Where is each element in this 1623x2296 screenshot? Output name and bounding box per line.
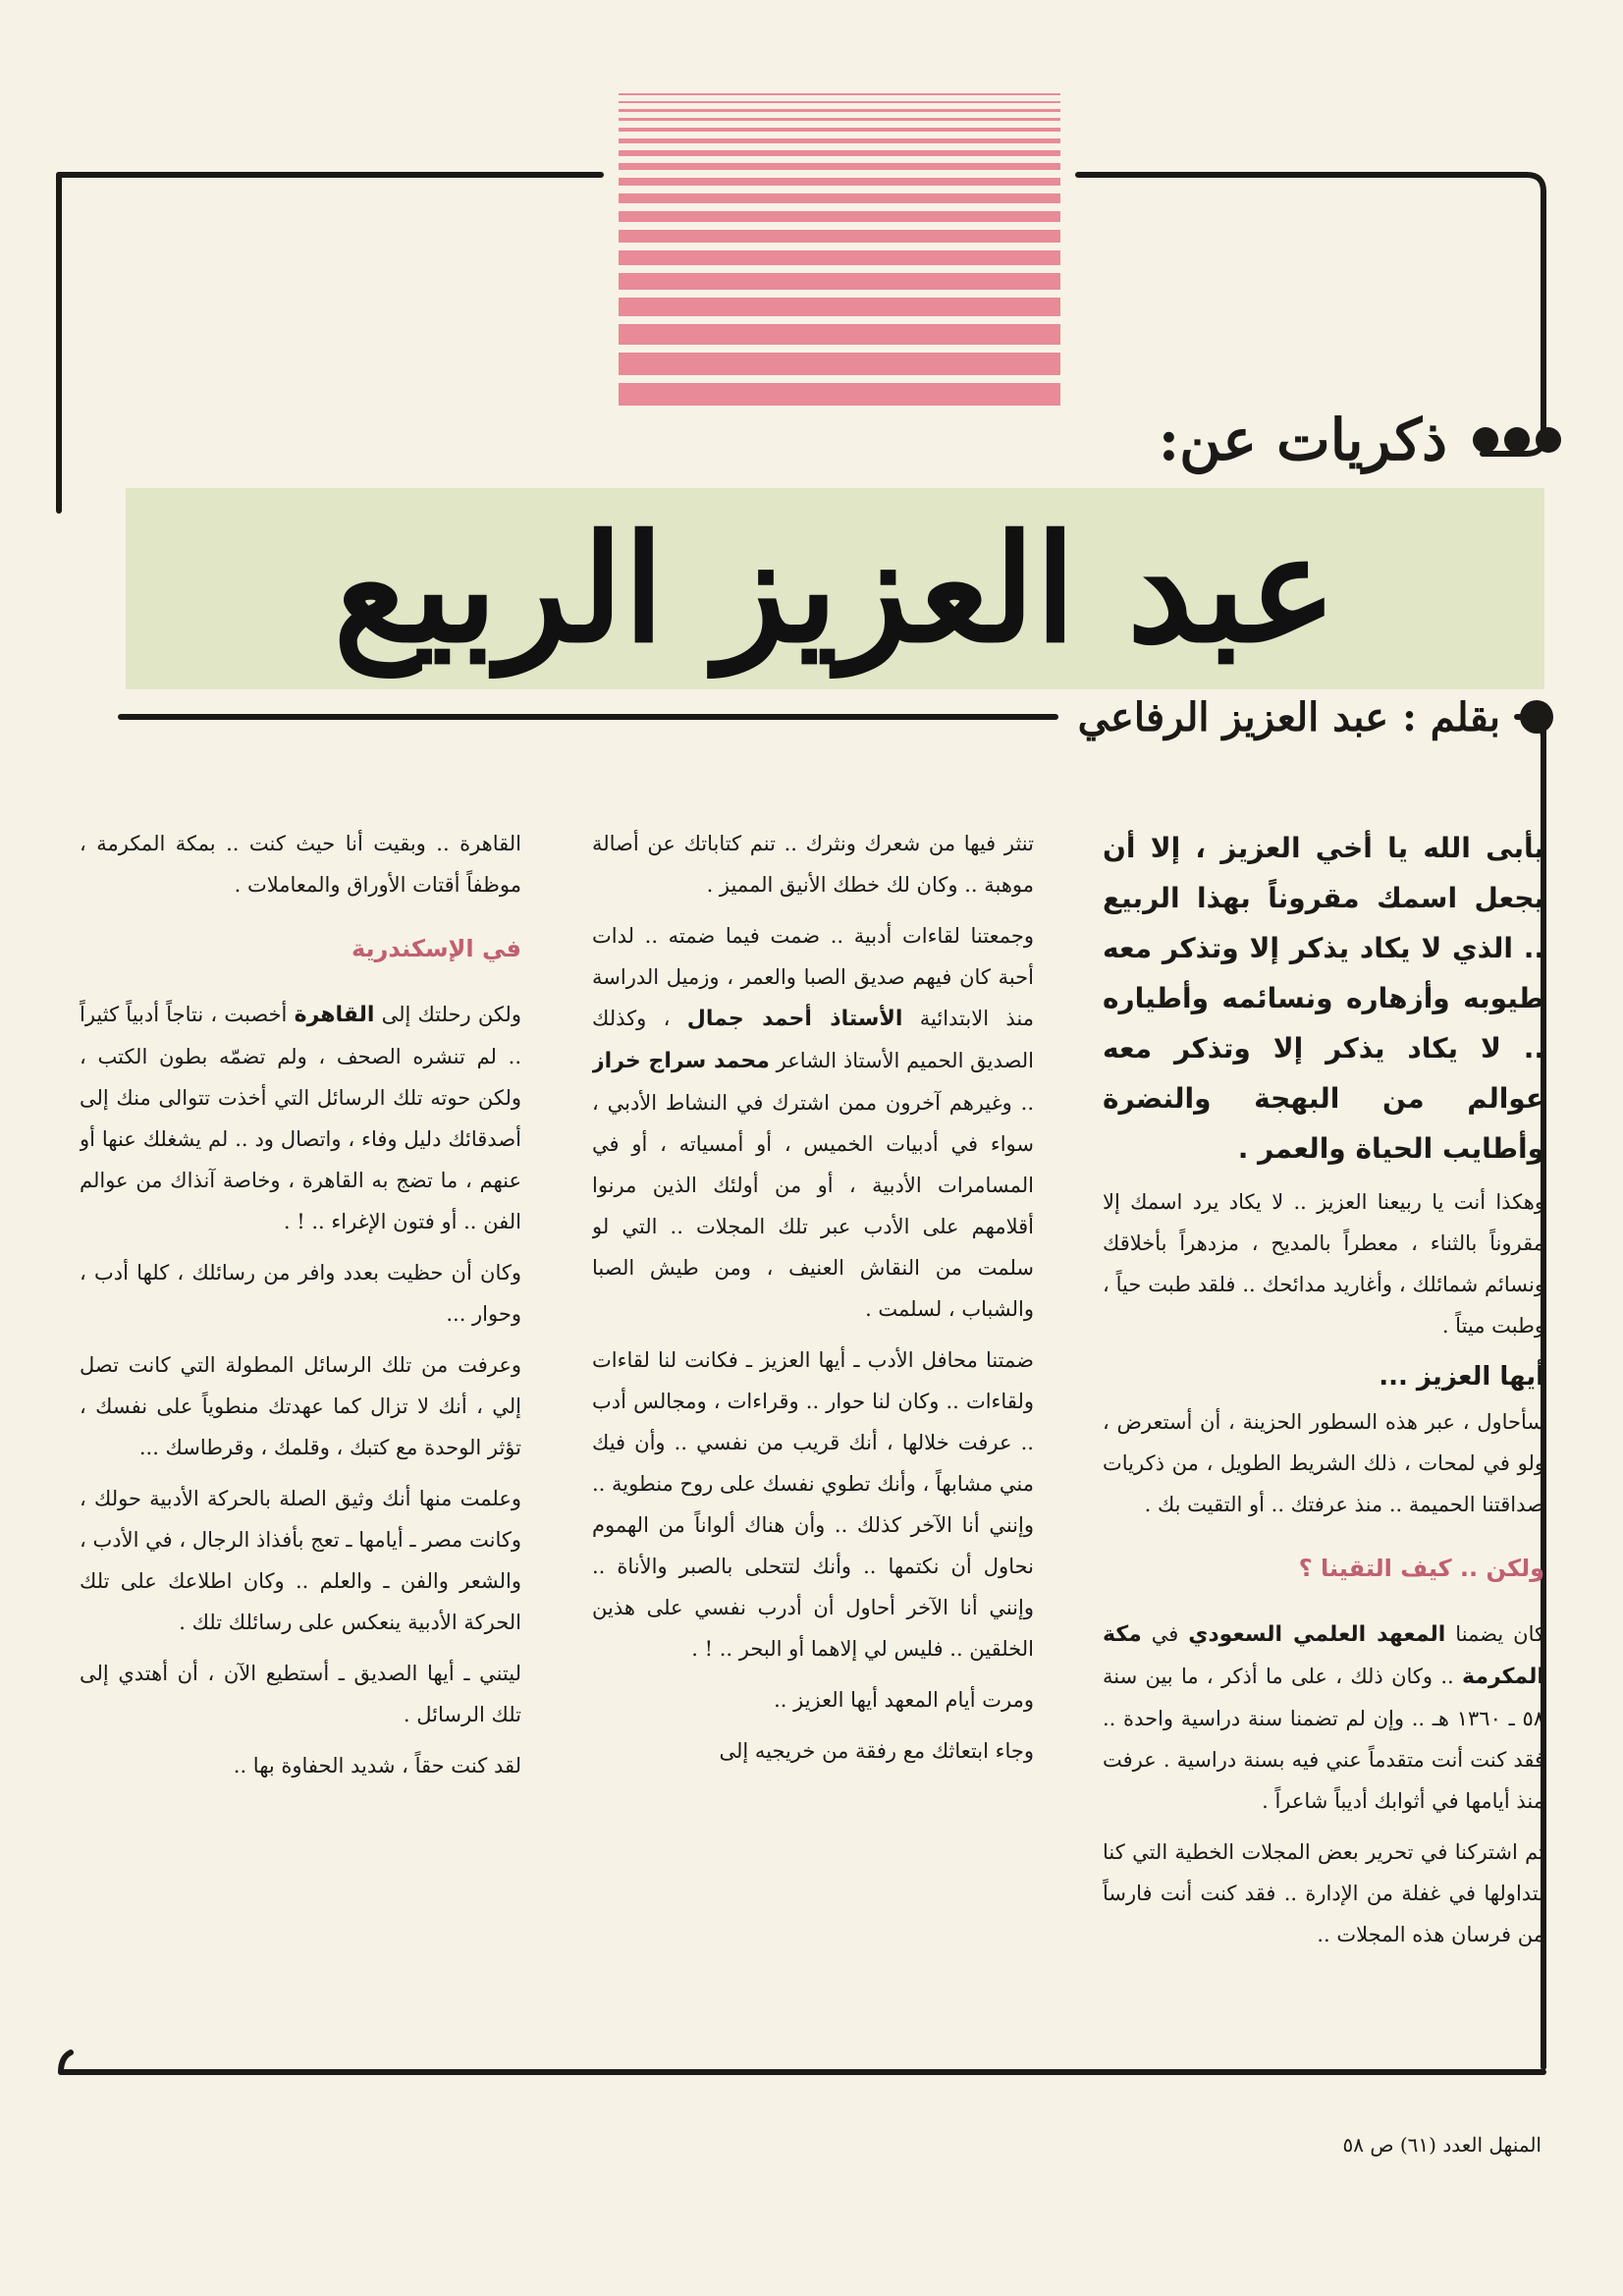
paragraph: وكان أن حظيت بعدد وافر من رسائلك ، كلها أدب ، وحوار ... xyxy=(80,1261,521,1326)
paragraph xyxy=(80,994,521,1242)
bold-run: مكة المكرمة xyxy=(1103,1622,1544,1689)
paragraph: تنثر فيها من شعرك ونثرك .. تنم كتاباتك عن أصالة موهبة .. وكان لك خطك الأنيق المميز . xyxy=(592,832,1034,897)
paragraph: لقد كنت حقاً ، شديد الحفاوة بها .. xyxy=(233,1754,521,1777)
column-left xyxy=(80,823,521,2055)
bold-run: الأستاذ أحمد جمال xyxy=(686,1007,903,1031)
paragraph: ومرت أيام المعهد أيها العزيز .. xyxy=(774,1688,1034,1712)
byline-row xyxy=(118,693,1553,740)
subheading: ولكن .. كيف التقينا ؟ xyxy=(1298,1555,1544,1582)
paragraph: وعلمت منها أنك وثيق الصلة بالحركة الأدبية حولك ، وكانت مصر ـ أيامها ـ تعج بأفذاذ الرجال ، في الأدب ، والشعر والفن ـ والعلم .. وكان اطلاعك على تلك الحركة الأدبية ينعكس على رسائلك تلك . xyxy=(80,1487,521,1634)
bullet-dots xyxy=(1473,427,1561,453)
kicker-row xyxy=(987,407,1561,473)
text-run: أخصبت ، نتاجاً أدبياً كثيراً .. لم تنشره الصحف ، ولم تضمّه بطون الكتب ، ولكن حوته تلك الرسائل التي أخذت تتوالى منك إلى أصدقائك دليل وفاء ، واتصال ود .. لم يشغلك عنها أو عنهم ، ما تضج به القاهرة ، وخاصة آنذاك من عوالم الفن .. أو فتون الإغراء .. ! . xyxy=(80,1003,521,1233)
bold-run: محمد سراج خراز xyxy=(592,1049,770,1073)
column-middle xyxy=(592,823,1034,2055)
lead-paragraph: يأبى الله يا أخي العزيز ، إلا أن يجعل اسمك مقروناً بهذا الربيع .. الذي لا يكاد يذكر إلا وتذكر معه طيوبه وأزهاره ونسائمه وأطياره .. لا يكاد يذكر إلا وتذكر معه عوالم من البهجة والنضرة وأطايب الحياة والعمر . xyxy=(1103,832,1544,1165)
paragraph xyxy=(1103,1613,1544,1822)
column-right xyxy=(1103,823,1544,2055)
inline-heading: أيها العزيز ... xyxy=(1379,1362,1544,1392)
paragraph: ليتني ـ أيها الصديق ـ أستطيع الآن ، أن أهتدي إلى تلك الرسائل . xyxy=(80,1662,521,1726)
paragraph: وعرفت من تلك الرسائل المطولة التي كانت تصل إلي ، أنك لا تزال كما عهدتك منطوياً على نفسك ، تؤثر الوحدة مع كتبك ، وقلمك ، وقرطاسك ... xyxy=(80,1353,521,1459)
text-run: ولكن رحلتك إلى xyxy=(381,1003,521,1026)
paragraph: ضمتنا محافل الأدب ـ أيها العزيز ـ فكانت لنا لقاءات ولقاءات .. وكان لنا حوار .. وقراءات ، ومجالس أدب .. عرفت خلالها ، أنك قريب من نفسي .. وأن فيك مني مشابهاً ، وأنك تطوي نفسك على روح منطوية .. وإنني أنا الآخر كذلك .. وأن هناك ألواناً من الهموم نحاول أن نكتمها .. وأنك لتتحلى بالصبر والأناة .. وإنني أنا الآخر أحاول أن أدرب نفسي على هذين الخلقين .. فليس لي إلاهما أو البحر .. ! . xyxy=(592,1348,1034,1661)
bold-run: القاهرة xyxy=(294,1003,375,1027)
text-run: .. وغيرهم آخرون ممن اشترك في النشاط الأدبي ، سواء في أدبيات الخميس ، أو أمسياته ، أو في المسامرات الأدبية ، أو من أولئك الذين مرنوا أقلامهم على الأدب عبر تلك المجلات .. التي لو سلمت من النقاش العنيف ، ومن طيش الصبا والشباب ، لسلمت . xyxy=(592,1091,1034,1321)
text-run: .. وكان ذلك ، على ما أذكر ، ما بين سنة ٥٨ ـ ١٣٦٠ هـ .. وإن لم تضمنا سنة دراسية واحدة .. فقد كنت أنت متقدماً عني فيه بسنة دراسية . عرفت منذ أيامها في أثوابك أديباً شاعراً . xyxy=(1103,1665,1544,1813)
paragraph: ثم اشتركنا في تحرير بعض المجلات الخطية التي كنا نتداولها في غفلة من الإدارة .. فقد كنت أنت فارساً من فرسان هذه المجلات .. xyxy=(1103,1840,1544,1946)
kicker: ذكريات عن: xyxy=(1158,407,1447,473)
bold-run: المعهد العلمي السعودي xyxy=(1188,1622,1446,1647)
paragraph: وجاء ابتعاثك مع رفقة من خريجيه إلى xyxy=(719,1739,1034,1763)
paragraph: القاهرة .. وبقيت أنا حيث كنت .. بمكة المكرمة ، موظفاً أقتات الأوراق والمعاملات . xyxy=(80,832,521,897)
paragraph xyxy=(592,915,1034,1330)
article-title: عبد العزيز الربيع xyxy=(333,502,1337,676)
text-run: كان يضمنا xyxy=(1455,1622,1544,1646)
paragraph: سأحاول ، عبر هذه السطور الحزينة ، أن أستعرض ، ولو في لمحات ، ذلك الشريط الطويل ، من ذكريات صداقتنا الحميمة .. منذ عرفتك .. أو التقيت بك . xyxy=(1103,1410,1544,1516)
text-run: وجمعتنا لقاءات أدبية .. ضمت فيما ضمته .. لدات أحبة كان فيهم صديق الصبا والعمر ، وزميل الدراسة منذ الابتدائية xyxy=(592,924,1034,1030)
page-footer: المنهل العدد (٦١) ص ٥٨ xyxy=(1342,2133,1542,2157)
text-run: في xyxy=(1151,1622,1179,1646)
byline: بقلم : عبد العزيز الرفاعي xyxy=(1077,693,1500,740)
paragraph: وهكذا أنت يا ربيعنا العزيز .. لا يكاد يرد اسمك إلا مقروناً بالثناء ، معطراً بالمديح ، مزدهراً بأخلاقك ونسائم شمائلك ، وأغاريد مدائحك .. فلقد طبت حياً ، وطبت ميتاً . xyxy=(1103,1190,1544,1338)
subheading: في الإسكندرية xyxy=(351,935,521,962)
byline-bullet xyxy=(1520,700,1553,734)
text-run: ، وكذلك الصديق الحميم الأستاذ الشاعر xyxy=(592,1007,1034,1072)
byline-rule xyxy=(118,714,1058,720)
